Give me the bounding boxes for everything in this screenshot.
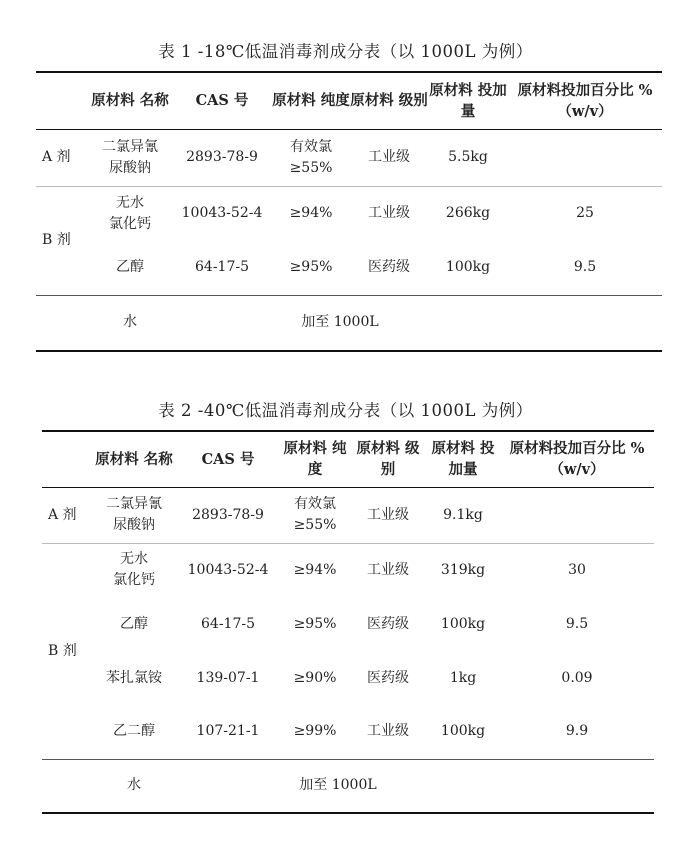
table-row — [36, 129, 662, 186]
cas-number: 64-17-5 — [195, 259, 249, 276]
amount: 9.1kg — [426, 487, 500, 543]
purity: ≥94% — [289, 205, 333, 222]
grade: 医药级 — [367, 669, 409, 686]
percent: 30 — [568, 561, 586, 578]
header-cell: 原材料 纯度 — [280, 431, 350, 487]
grade: 工业级 — [350, 129, 428, 186]
table-row — [42, 543, 654, 597]
material-name: 乙醇 — [120, 615, 148, 632]
water-name: 水 — [88, 295, 172, 351]
table-row — [36, 186, 662, 241]
table-row — [42, 487, 654, 543]
water-name: 水 — [92, 759, 176, 813]
amount: 1kg — [449, 669, 477, 686]
header-cell: CAS 号 — [172, 72, 272, 129]
table-row — [36, 241, 662, 295]
material-name: 无水 氯化钙 — [109, 194, 151, 232]
purity: ≥94% — [293, 561, 337, 578]
header-cell: 原材料 投加量 — [428, 72, 508, 129]
purity: 有效氯 ≥55% — [272, 129, 350, 186]
header-cell: 原材料 名称 — [88, 72, 172, 129]
grade: 医药级 — [367, 615, 409, 632]
table-row — [42, 651, 654, 705]
water-value: 加至 1000L — [176, 759, 654, 813]
header-cell: 原材料 名称 — [92, 431, 176, 487]
percent — [500, 487, 654, 543]
cas-number: 2893-78-9 — [176, 487, 280, 543]
amount: 100kg — [445, 259, 491, 276]
amount: 100kg — [440, 615, 486, 632]
header-cell: 原材料投加百分比 %（w/v） — [500, 431, 654, 487]
material-name: 二氯异氰 尿酸钠 — [88, 129, 172, 186]
material-name: 二氯异氰 尿酸钠 — [92, 487, 176, 543]
purity: ≥99% — [293, 723, 337, 740]
water-value: 加至 1000L — [172, 295, 662, 351]
table-1 — [36, 71, 662, 352]
purity: ≥90% — [293, 669, 337, 686]
percent: 0.09 — [561, 669, 593, 686]
grade: 工业级 — [368, 205, 410, 222]
header-cell: CAS 号 — [176, 431, 280, 487]
purity: 有效氯 ≥55% — [280, 487, 350, 543]
material-name: 无水 氯化钙 — [113, 551, 155, 589]
grade: 医药级 — [368, 259, 410, 276]
amount: 319kg — [440, 561, 486, 578]
header-cell: 原材料 纯度 — [272, 72, 350, 129]
table-2 — [42, 430, 654, 814]
cas-number: 10043-52-4 — [181, 205, 263, 222]
percent: 9.5 — [565, 615, 589, 632]
table-2-caption: 表 2 -40℃低温消毒剂成分表（以 1000L 为例） — [158, 401, 533, 420]
agent-label: B 剂 — [48, 642, 77, 659]
material-name: 苯扎氯铵 — [106, 669, 162, 686]
cas-number: 64-17-5 — [201, 615, 255, 632]
header-cell: 原材料投加百分比 %（w/v） — [508, 72, 662, 129]
amount: 266kg — [445, 205, 491, 222]
grade: 工业级 — [367, 723, 409, 740]
table-1-caption: 表 1 -18℃低温消毒剂成分表（以 1000L 为例） — [158, 42, 533, 61]
header-cell — [36, 72, 88, 129]
table-row — [42, 597, 654, 651]
purity: ≥95% — [289, 259, 333, 276]
purity: ≥95% — [293, 615, 337, 632]
agent-label: A 剂 — [42, 487, 92, 543]
agent-label: A 剂 — [36, 129, 88, 186]
header-cell: 原材料 投加量 — [426, 431, 500, 487]
cas-number: 107-21-1 — [196, 723, 260, 740]
grade: 工业级 — [350, 487, 426, 543]
grade: 工业级 — [367, 561, 409, 578]
table-row — [42, 759, 654, 813]
table-row — [36, 295, 662, 351]
percent: 25 — [576, 205, 594, 222]
table-row — [42, 705, 654, 759]
cas-number: 2893-78-9 — [172, 129, 272, 186]
amount: 100kg — [440, 723, 486, 740]
cas-number: 10043-52-4 — [187, 561, 269, 578]
material-name: 乙二醇 — [113, 723, 155, 740]
material-name: 乙醇 — [116, 259, 144, 276]
cas-number: 139-07-1 — [196, 669, 260, 686]
header-cell: 原材料 级别 — [350, 72, 428, 129]
percent — [508, 129, 662, 186]
agent-label: B 剂 — [42, 232, 71, 248]
header-cell — [42, 431, 92, 487]
header-cell: 原材料 级别 — [350, 431, 426, 487]
percent: 9.9 — [565, 723, 589, 740]
percent: 9.5 — [573, 259, 597, 276]
amount: 5.5kg — [428, 129, 508, 186]
